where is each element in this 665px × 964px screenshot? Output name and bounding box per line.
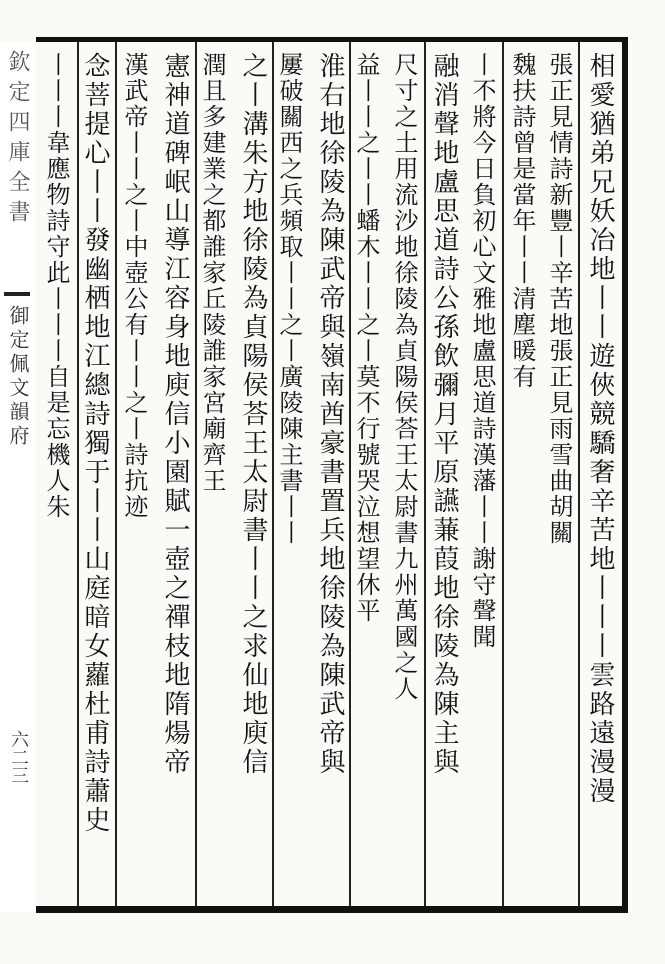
page-number: 六二三	[8, 730, 29, 784]
book-title: 御定佩文韻府	[6, 305, 30, 449]
gutter-divider	[4, 292, 30, 296]
text-column-8: 淮右地徐陵為陳武帝與嶺南酋豪書置兵地徐陵為陳武帝與	[315, 52, 345, 777]
text-column-15: 丨丨丨韋應物詩守此丨丨丨自是忘機人朱	[42, 52, 70, 520]
text-column-3: 魏扶詩曾是當年丨丨清塵暖有	[508, 52, 536, 390]
text-column-12: 憲神道碑岷山導江容身地庾信小園賦一壺之禪枝地隋煬帝	[160, 52, 190, 777]
text-column-5: 融消聲地盧思道詩公孫飲彌月平原讌蒹葭地徐陵為陳主與	[429, 52, 459, 777]
gutter-top-label: 欽定四庫全書	[5, 50, 30, 230]
text-column-10: 之丨溝朱方地徐陵為貞陽侯荅王太尉書丨丨之求仙地庾信	[238, 52, 268, 777]
text-column-1: 相愛猶弟兄妖冶地丨丨遊俠競驕奢辛苦地丨丨丨雲路遠漫漫	[585, 52, 615, 806]
text-column-14: 念菩提心丨丨發幽栖地江總詩獨于丨丨山庭暗女蘿杜甫詩蕭史	[80, 52, 110, 835]
text-column-11: 潤且多建業之都誰家丘陵誰家宮廟齊王	[198, 52, 226, 494]
text-column-4: 丨不將今日負初心文雅地盧思道詩漢藩丨丨謝守聲聞	[468, 52, 496, 650]
text-column-6: 尺寸之土用流沙地徐陵為貞陽侯荅王太尉書九州萬國之人	[390, 52, 418, 702]
column-rule	[502, 42, 504, 906]
text-column-13: 漢武帝丨丨之丨中壺公有丨丨之丨詩抗迹	[120, 52, 148, 520]
column-rule	[195, 42, 197, 906]
text-column-2: 張正見情詩新豐丨辛苦地張正見雨雪曲胡關	[545, 52, 573, 546]
column-rule	[115, 42, 117, 906]
text-column-9: 屢破關西之兵頻取丨丨之丨廣陵陳主書丨丨	[275, 52, 303, 546]
text-column-7: 益丨丨之丨丨蟠木丨丨之丨莫不行號哭泣想望休平	[352, 52, 380, 624]
